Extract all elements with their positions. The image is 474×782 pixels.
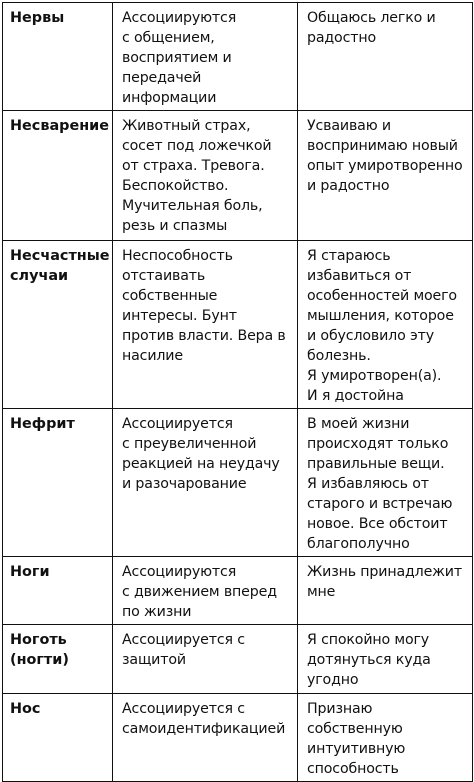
cause-text: Ассоциируется с защитой	[122, 632, 245, 668]
table-row	[3, 3, 473, 111]
cause-text: Ассоциируются с движением вперед по жизни	[122, 564, 277, 620]
table-row	[3, 694, 473, 782]
cause-cell	[113, 557, 298, 625]
affirmation-text: Признаю собственную интуитивную способность	[307, 701, 406, 777]
cause-text: Неспособность отстаивать собственные интересы. Бунт против власти. Вера в насилие	[122, 248, 286, 364]
term-cell: Ноги	[3, 557, 113, 625]
table-row	[3, 241, 473, 409]
affirmation-cell	[298, 3, 473, 111]
cause-cell	[113, 241, 298, 409]
cause-text: Ассоциируется с самоидентификацией	[122, 701, 286, 737]
ailments-table	[2, 2, 473, 782]
cause-cell	[113, 3, 298, 111]
cause-cell	[113, 625, 298, 694]
cause-cell	[113, 111, 298, 241]
term-cell: Нервы	[3, 3, 113, 111]
affirmation-cell	[298, 557, 473, 625]
term-cell: Ноготь (ногти)	[3, 625, 113, 694]
table-row	[3, 409, 473, 557]
cause-cell	[113, 694, 298, 782]
affirmation-text: В моей жизни происходят только правильные вещи. Я избавляюсь от старого и встречаю новое. Все обстоит благополучно	[307, 416, 453, 552]
affirmation-cell	[298, 111, 473, 241]
affirmation-text: Я спокойно могу дотянуться куда угодно	[307, 632, 431, 688]
term-cell: Нефрит	[3, 409, 113, 557]
table-row	[3, 625, 473, 694]
term-cell: Нос	[3, 694, 113, 782]
affirmation-cell	[298, 694, 473, 782]
cause-text: Ассоциируются с общением, восприятием и передачей информации	[122, 10, 237, 106]
affirmation-cell	[298, 241, 473, 409]
cause-cell	[113, 409, 298, 557]
cause-text: Животный страх, сосет под ложечкой от страха. Тревога. Беспокойство. Мучительная боль, резь и спазмы	[122, 118, 272, 234]
term-cell: Несварение	[3, 111, 113, 241]
affirmation-cell	[298, 625, 473, 694]
cause-text: Ассоциируется с преувеличенной реакцией на неудачу и разочарование	[122, 416, 280, 492]
affirmation-text: Жизнь принадлежит мне	[307, 564, 462, 600]
affirmation-text: Усваиваю и воспринимаю новый опыт умиротворенно и радостно	[307, 118, 463, 194]
affirmation-cell	[298, 409, 473, 557]
table-row	[3, 111, 473, 241]
term-cell: Несчастные случаи	[3, 241, 113, 409]
table-row	[3, 557, 473, 625]
affirmation-text: Общаюсь легко и радостно	[307, 10, 436, 46]
affirmation-text: Я стараюсь избавиться от особенностей моего мышления, которое и обусловило эту болезнь. Я умиротворен(а). И я достойна	[307, 248, 457, 404]
